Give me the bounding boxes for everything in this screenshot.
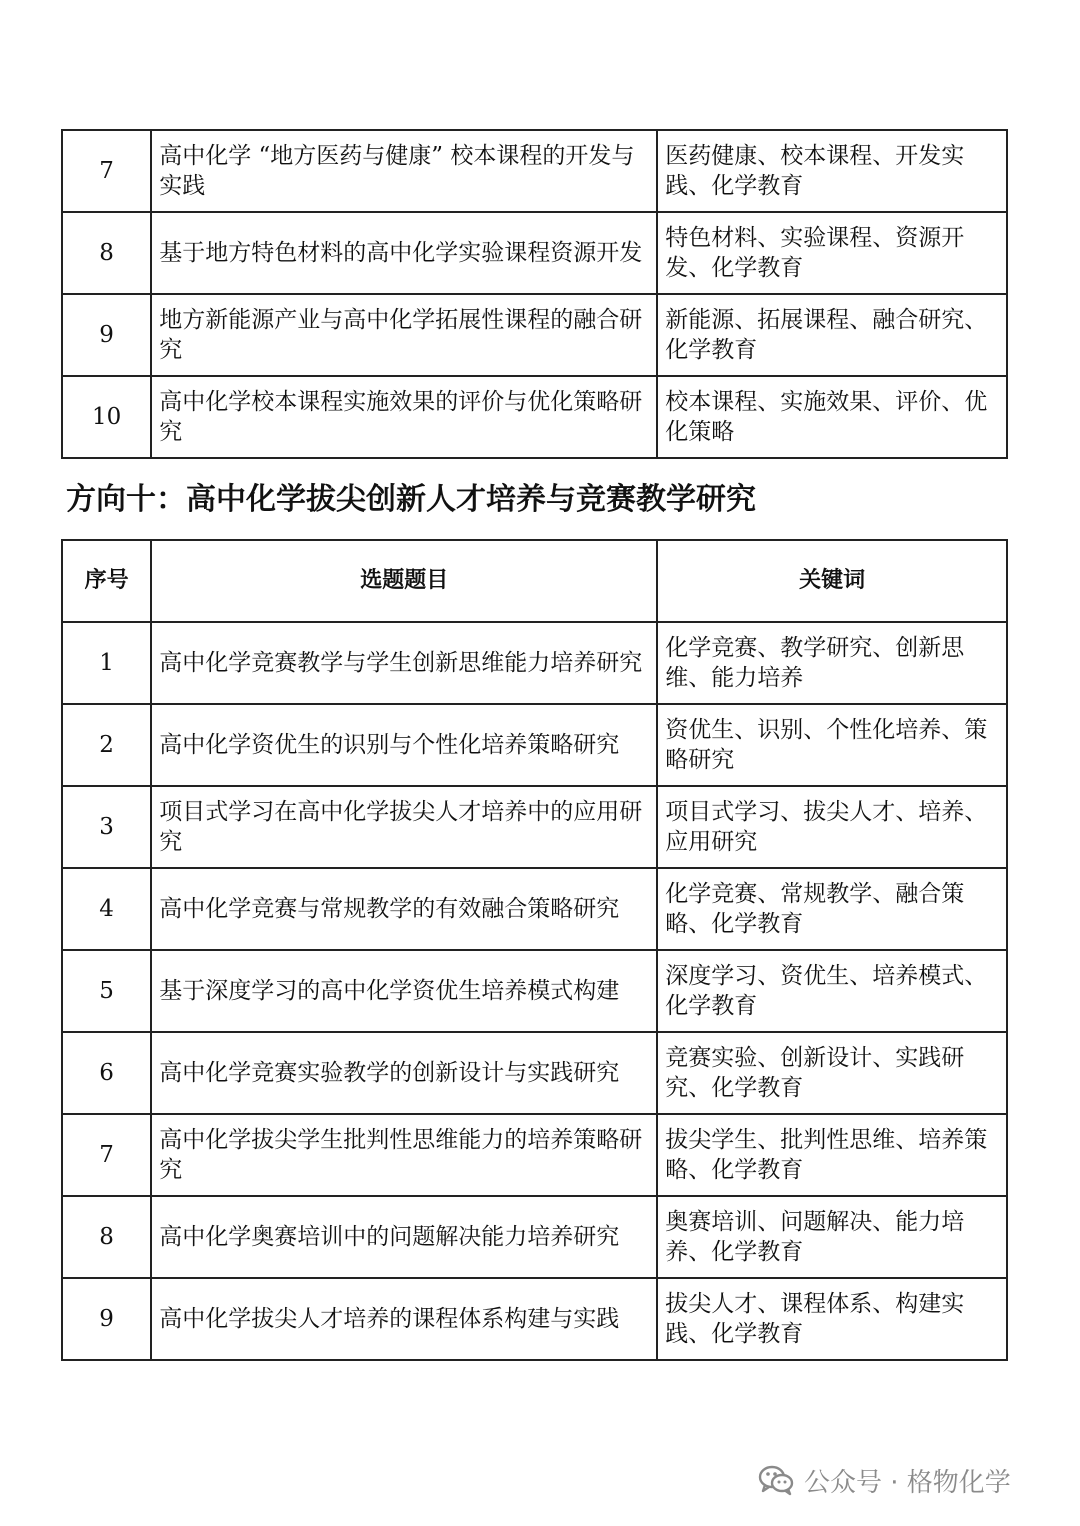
keywords: 拔尖学生、批判性思维、培养策略、化学教育	[657, 1114, 1007, 1196]
row-number: 1	[62, 622, 151, 704]
keywords: 深度学习、资优生、培养模式、化学教育	[657, 950, 1007, 1032]
topic-title: 高中化学 “地方医药与健康” 校本课程的开发与实践	[151, 130, 657, 212]
table-row	[62, 950, 1007, 1032]
topic-title: 高中化学竞赛与常规教学的有效融合策略研究	[151, 868, 657, 950]
table-row	[62, 622, 1007, 704]
table-header-row	[62, 540, 1007, 622]
topic-title: 基于深度学习的高中化学资优生培养模式构建	[151, 950, 657, 1032]
table-row	[62, 786, 1007, 868]
table-row	[62, 1032, 1007, 1114]
row-number: 2	[62, 704, 151, 786]
row-number: 4	[62, 868, 151, 950]
table-row	[62, 1196, 1007, 1278]
table-row	[62, 212, 1007, 294]
table-row	[62, 294, 1007, 376]
row-number: 5	[62, 950, 151, 1032]
row-number: 7	[62, 130, 151, 212]
keywords: 资优生、识别、个性化培养、策略研究	[657, 704, 1007, 786]
keywords: 医药健康、校本课程、开发实践、化学教育	[657, 130, 1007, 212]
topic-title: 基于地方特色材料的高中化学实验课程资源开发	[151, 212, 657, 294]
keywords: 特色材料、实验课程、资源开发、化学教育	[657, 212, 1007, 294]
topics-table-continued	[61, 129, 1008, 459]
row-number: 8	[62, 1196, 151, 1278]
column-header-keywords: 关键词	[657, 540, 1007, 622]
row-number: 7	[62, 1114, 151, 1196]
topic-title: 高中化学竞赛实验教学的创新设计与实践研究	[151, 1032, 657, 1114]
table-row	[62, 704, 1007, 786]
topic-title: 高中化学奥赛培训中的问题解决能力培养研究	[151, 1196, 657, 1278]
column-header-number: 序号	[62, 540, 151, 622]
row-number: 9	[62, 1278, 151, 1360]
section-heading: 方向十：高中化学拔尖创新人才培养与竞赛教学研究	[66, 482, 756, 517]
row-number: 10	[62, 376, 151, 458]
column-header-topic: 选题题目	[151, 540, 657, 622]
row-number: 9	[62, 294, 151, 376]
topic-title: 高中化学拔尖人才培养的课程体系构建与实践	[151, 1278, 657, 1360]
topic-title: 高中化学资优生的识别与个性化培养策略研究	[151, 704, 657, 786]
watermark	[758, 1460, 1011, 1500]
topic-title: 地方新能源产业与高中化学拓展性课程的融合研究	[151, 294, 657, 376]
keywords: 化学竞赛、教学研究、创新思维、能力培养	[657, 622, 1007, 704]
keywords: 新能源、拓展课程、融合研究、化学教育	[657, 294, 1007, 376]
watermark-text: 公众号 · 格物化学	[804, 1467, 1011, 1498]
row-number: 3	[62, 786, 151, 868]
table-row	[62, 1278, 1007, 1360]
topic-title: 项目式学习在高中化学拔尖人才培养中的应用研究	[151, 786, 657, 868]
topic-title: 高中化学竞赛教学与学生创新思维能力培养研究	[151, 622, 657, 704]
topic-title: 高中化学拔尖学生批判性思维能力的培养策略研究	[151, 1114, 657, 1196]
table-row	[62, 130, 1007, 212]
keywords: 奥赛培训、问题解决、能力培养、化学教育	[657, 1196, 1007, 1278]
keywords: 拔尖人才、课程体系、构建实践、化学教育	[657, 1278, 1007, 1360]
table-row	[62, 1114, 1007, 1196]
row-number: 6	[62, 1032, 151, 1114]
wechat-icon	[758, 1464, 794, 1496]
keywords: 化学竞赛、常规教学、融合策略、化学教育	[657, 868, 1007, 950]
topic-title: 高中化学校本课程实施效果的评价与优化策略研究	[151, 376, 657, 458]
keywords: 项目式学习、拔尖人才、培养、应用研究	[657, 786, 1007, 868]
topics-table	[61, 539, 1008, 1361]
keywords: 校本课程、实施效果、评价、优化策略	[657, 376, 1007, 458]
keywords: 竞赛实验、创新设计、实践研究、化学教育	[657, 1032, 1007, 1114]
table-row	[62, 868, 1007, 950]
table-row	[62, 376, 1007, 458]
row-number: 8	[62, 212, 151, 294]
